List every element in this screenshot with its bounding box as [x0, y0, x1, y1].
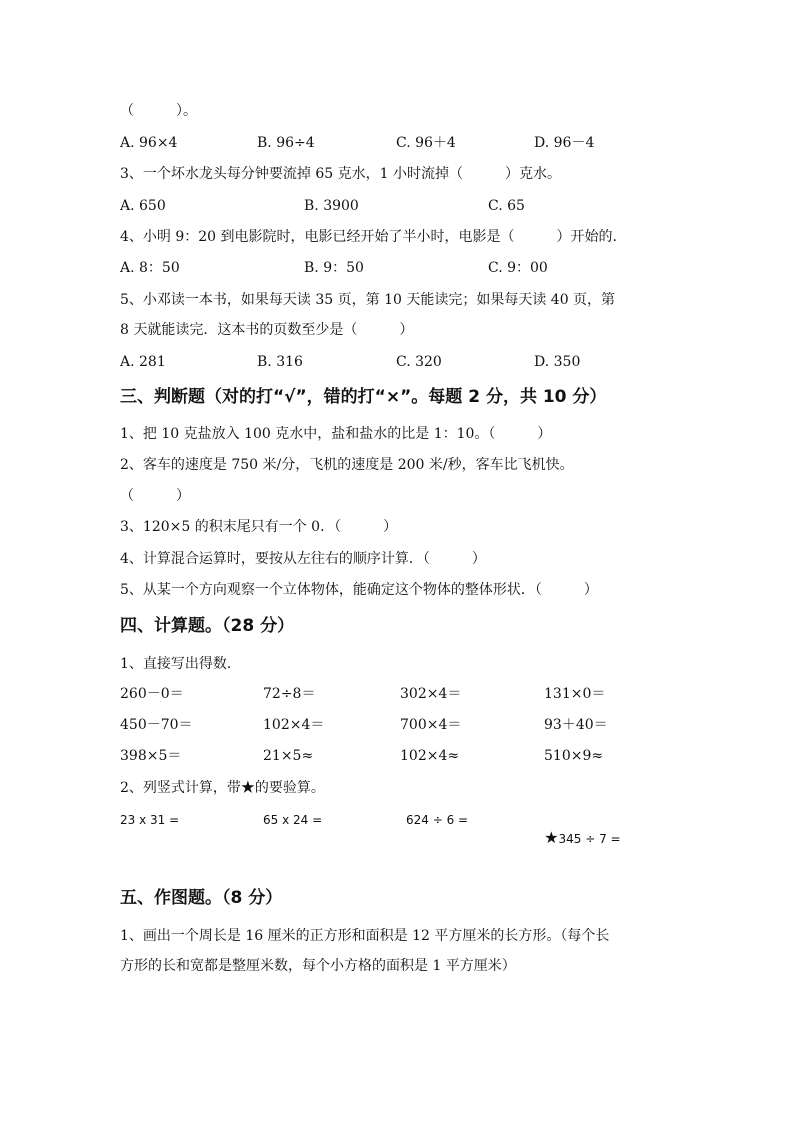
q2-option-d: D. 96－4	[534, 135, 595, 151]
vertical-calc-4: 345 ÷ 7 =	[558, 832, 621, 846]
drawing-q1-line-2: 方形的长和宽都是整厘米数，每个小方格的面积是 1 平方厘米）	[120, 958, 516, 974]
q3-option-a: A. 650	[120, 198, 166, 214]
calc-cell: 398×5＝	[120, 748, 182, 764]
q5-option-d: D. 350	[534, 354, 581, 370]
calc-cell: 72÷8＝	[263, 686, 316, 702]
judge-item-4: 4、计算混合运算时，要按从左往右的顺序计算．（ ）	[120, 551, 486, 567]
q4-option-a: A. 8：50	[120, 260, 180, 276]
star-icon: ★	[544, 828, 559, 847]
calc-cell: 260－0＝	[120, 686, 184, 702]
q3-option-c: C. 65	[488, 198, 525, 214]
calc-q1: 1、直接写出得数.	[120, 656, 232, 672]
judge-item-2: 2、客车的速度是 750 米/分，飞机的速度是 200 米/秒，客车比飞机快。	[120, 457, 574, 473]
judge-item-1: 1、把 10 克盐放入 100 克水中，盐和盐水的比是 1：10。（ ）	[120, 426, 552, 442]
vertical-calc-3: 624 ÷ 6 =	[406, 813, 469, 827]
question-3: 3、一个坏水龙头每分钟要流掉 65 克水，1 小时流掉（ ）克水。	[120, 166, 561, 182]
calc-cell: 450－70＝	[120, 717, 193, 733]
q2-tail: （ ）。	[120, 103, 197, 119]
question-5-line-1: 5、小邓读一本书，如果每天读 35 页，第 10 天能读完；如果每天读 40 页，第	[120, 292, 616, 308]
judge-item-3: 3、120×5 的积末尾只有一个 0．（ ）	[120, 519, 398, 535]
calc-cell: 510×9≈	[544, 748, 604, 764]
calc-cell: 93＋40＝	[544, 717, 608, 733]
question-4: 4、小明 9：20 到电影院时，电影已经开始了半小时，电影是（ ）开始的.	[120, 229, 617, 245]
q3-option-b: B. 3900	[304, 198, 359, 214]
q5-option-c: C. 320	[396, 354, 442, 370]
q4-option-b: B. 9：50	[304, 260, 364, 276]
calc-cell: 700×4＝	[400, 717, 462, 733]
drawing-q1-line-1: 1、画出一个周长是 16 厘米的正方形和面积是 12 平方厘米的长方形。（每个长	[120, 928, 610, 944]
calc-cell: 21×5≈	[263, 748, 314, 764]
section-5-heading: 五、作图题。（8 分）	[120, 888, 283, 908]
q2-option-b: B. 96÷4	[257, 135, 315, 151]
calc-cell: 102×4≈	[400, 748, 460, 764]
calc-q2: 2、列竖式计算，带★的要验算。	[120, 780, 325, 796]
q5-option-a: A. 281	[120, 354, 166, 370]
q2-option-a: A. 96×4	[120, 135, 178, 151]
section-3-heading: 三、判断题（对的打“√”，错的打“×”。每题 2 分，共 10 分）	[120, 387, 607, 407]
vertical-calc-1: 23 x 31 =	[120, 813, 180, 827]
question-5-line-2: 8 天就能读完．这本书的页数至少是（ ）	[120, 322, 414, 338]
calc-cell: 131×0＝	[544, 686, 606, 702]
vertical-calc-2: 65 x 24 =	[263, 813, 323, 827]
judge-item-5: 5、从某一个方向观察一个立体物体，能确定这个物体的整体形状．（ ）	[120, 582, 598, 598]
section-4-heading: 四、计算题。（28 分）	[120, 616, 295, 636]
q4-option-c: C. 9：00	[488, 260, 548, 276]
calc-cell: 302×4＝	[400, 686, 462, 702]
q2-option-c: C. 96＋4	[396, 135, 456, 151]
calc-cell: 102×4＝	[263, 717, 325, 733]
q5-option-b: B. 316	[257, 354, 303, 370]
judge-item-2-blank: （ ）	[120, 488, 190, 504]
